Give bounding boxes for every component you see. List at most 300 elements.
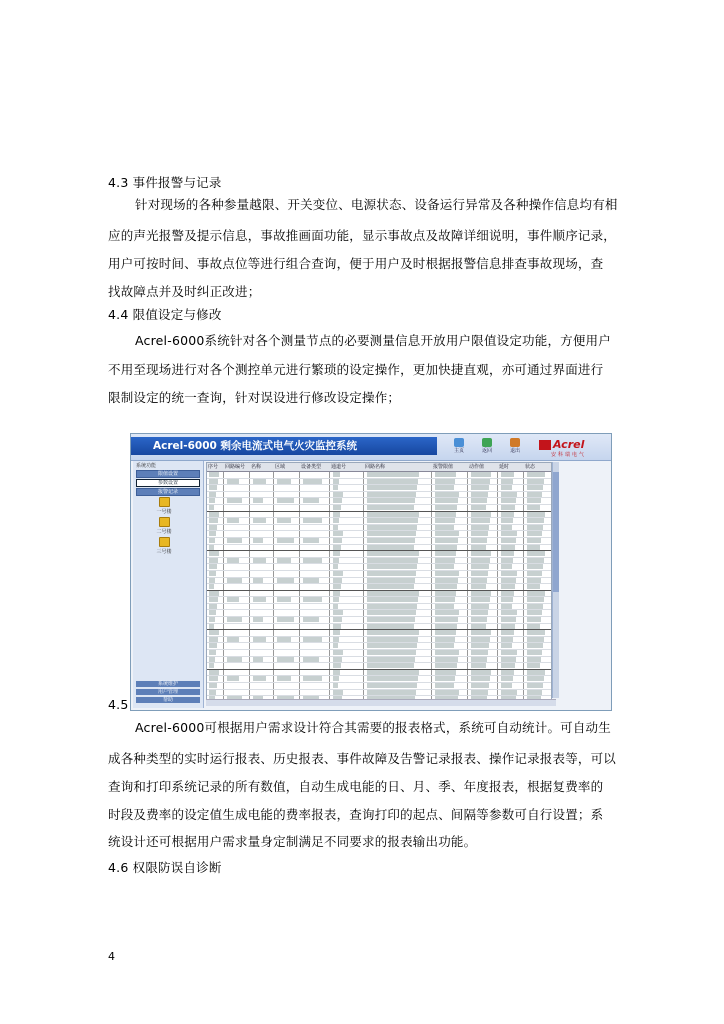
- table-cell: [435, 683, 454, 688]
- table-cell: [253, 538, 263, 543]
- table-cell: [471, 617, 487, 622]
- table-row: [207, 531, 551, 538]
- table-cell: [209, 591, 219, 596]
- table-cell: [471, 558, 490, 563]
- table-cell: [333, 505, 341, 510]
- table-cell: [367, 564, 417, 569]
- table-row: [207, 617, 551, 624]
- page-number: 4: [108, 950, 115, 963]
- table-cell: [435, 578, 458, 583]
- table-cell: [367, 479, 418, 484]
- table-cell: [435, 591, 456, 596]
- table-cell: [501, 637, 513, 642]
- table-cell: [333, 637, 339, 642]
- table-cell: [209, 597, 218, 602]
- table-cell: [501, 545, 515, 550]
- table-cell: [209, 670, 219, 675]
- back-button[interactable]: 返回: [475, 437, 499, 457]
- table-cell: [435, 643, 454, 648]
- table-cell: [209, 479, 218, 484]
- paragraph-line: Acrel-6000可根据用户需求设计符合其需要的报表格式，系统可自动统计。可自动生: [135, 720, 611, 735]
- table-cell: [501, 683, 512, 688]
- table-cell: [527, 597, 544, 602]
- table-cell: [501, 558, 513, 563]
- table-cell: [253, 578, 263, 583]
- table-cell: [527, 485, 543, 490]
- table-cell: [333, 538, 342, 543]
- table-cell: [501, 485, 512, 490]
- table-cell: [209, 578, 215, 583]
- table-cell: [209, 538, 215, 543]
- table-cell: [527, 538, 541, 543]
- sidebar-bottom-item[interactable]: 帮助: [136, 697, 200, 703]
- table-cell: [209, 663, 214, 668]
- table-cell: [333, 610, 343, 615]
- table-cell: [471, 498, 487, 503]
- table-cell: [209, 558, 218, 563]
- table-cell: [333, 676, 339, 681]
- table-cell: [527, 525, 543, 530]
- home-icon: [454, 438, 464, 447]
- table-cell: [501, 610, 517, 615]
- table-cell: [209, 531, 216, 536]
- table-cell: [501, 663, 515, 668]
- table-cell: [227, 657, 242, 662]
- table-cell: [277, 676, 291, 681]
- paragraph-line: 限制设定的统一查询，针对误设进行修改设定操作；: [108, 390, 401, 405]
- table-cell: [435, 584, 457, 589]
- table-cell: [303, 578, 319, 583]
- table-cell: [435, 538, 458, 543]
- table-row: [207, 472, 551, 479]
- table-cell: [501, 538, 516, 543]
- column-header: 回路名称: [365, 464, 386, 470]
- table-cell: [209, 683, 217, 688]
- table-cell: [435, 525, 454, 530]
- table-cell: [471, 584, 486, 589]
- table-cell: [333, 545, 341, 550]
- table-cell: [501, 624, 515, 629]
- table-cell: [333, 624, 341, 629]
- vertical-scrollbar[interactable]: [552, 462, 559, 698]
- table-row: [207, 538, 551, 545]
- table-cell: [435, 670, 456, 675]
- table-cell: [253, 498, 263, 503]
- table-cell: [209, 650, 216, 655]
- table-cell: [367, 597, 418, 602]
- table-row: [207, 643, 551, 650]
- section-4-5-heading: 4.5: [108, 697, 129, 712]
- table-cell: [227, 637, 239, 642]
- sidebar-item-alarm[interactable]: 报警记录: [136, 488, 200, 496]
- table-cell: [501, 512, 514, 517]
- table-cell: [227, 578, 242, 583]
- table-cell: [227, 538, 242, 543]
- table-cell: [527, 545, 540, 550]
- table-cell: [209, 525, 217, 530]
- table-cell: [527, 498, 541, 503]
- table-cell: [435, 492, 459, 497]
- table-cell: [209, 498, 215, 503]
- table-cell: [303, 558, 322, 563]
- table-cell: [501, 690, 517, 695]
- table-cell: [333, 630, 340, 635]
- table-cell: [333, 485, 338, 490]
- acrel-logo: [539, 439, 607, 457]
- folder-item[interactable]: 二号楼: [151, 517, 177, 535]
- table-cell: [333, 564, 338, 569]
- table-cell: [367, 578, 415, 583]
- table-cell: [333, 657, 342, 662]
- table-cell: [471, 479, 490, 484]
- table-cell: [501, 525, 512, 530]
- table-cell: [367, 604, 417, 609]
- table-cell: [501, 578, 516, 583]
- table-cell: [471, 531, 488, 536]
- table-row: [207, 578, 551, 585]
- table-cell: [435, 610, 459, 615]
- table-cell: [527, 650, 542, 655]
- table-cell: [333, 663, 341, 668]
- table-cell: [471, 630, 491, 635]
- table-cell: [471, 624, 486, 629]
- table-cell: [333, 604, 338, 609]
- table-cell: [435, 505, 457, 510]
- table-cell: [501, 597, 513, 602]
- table-cell: [333, 518, 339, 523]
- table-cell: [435, 558, 455, 563]
- table-cell: [471, 591, 491, 596]
- table-cell: [435, 564, 454, 569]
- table-cell: [527, 624, 540, 629]
- table-cell: [501, 657, 516, 662]
- column-header: 序号: [208, 464, 219, 470]
- table-cell: [209, 637, 218, 642]
- folder-icon: [159, 517, 170, 527]
- table-cell: [333, 591, 340, 596]
- app-header: [131, 434, 611, 461]
- table-cell: [471, 683, 489, 688]
- table-cell: [501, 670, 514, 675]
- sidebar-bottom-item[interactable]: 系统维护: [136, 681, 200, 687]
- app-title: Acrel-6000 剩余电流式电气火灾监控系统: [131, 437, 437, 455]
- table-cell: [333, 525, 338, 530]
- table-cell: [527, 676, 544, 681]
- table-cell: [303, 518, 322, 523]
- table-cell: [333, 558, 339, 563]
- table-row: [207, 512, 551, 519]
- table-cell: [471, 637, 490, 642]
- table-cell: [435, 630, 456, 635]
- table-cell: [303, 637, 322, 642]
- table-cell: [209, 630, 219, 635]
- table-cell: [435, 512, 456, 517]
- scrollbar-thumb[interactable]: [553, 472, 559, 592]
- table-cell: [527, 584, 540, 589]
- table-cell: [471, 643, 489, 648]
- table-cell: [303, 676, 322, 681]
- table-cell: [471, 538, 487, 543]
- table-cell: [527, 643, 543, 648]
- table-cell: [209, 624, 214, 629]
- table-cell: [501, 591, 514, 596]
- table-cell: [209, 505, 214, 510]
- brand-subtitle: 安科瑞电气: [551, 452, 587, 458]
- table-cell: [253, 676, 266, 681]
- exit-icon: [510, 438, 520, 447]
- table-cell: [471, 578, 487, 583]
- paragraph-line: 不用至现场进行对各个测控单元进行繁琐的设定操作，更加快捷直观，亦可通过界面进行: [108, 362, 604, 377]
- table-cell: [471, 610, 488, 615]
- table-cell: [471, 650, 488, 655]
- table-cell: [501, 604, 512, 609]
- table-cell: [333, 479, 339, 484]
- table-cell: [209, 676, 218, 681]
- table-cell: [277, 617, 294, 622]
- table-cell: [367, 643, 417, 648]
- table-cell: [333, 578, 342, 583]
- paragraph-line: 查询和打印系统记录的所有数值，自动生成电能的日、月、季、年度报表，根据复费率的: [108, 779, 604, 794]
- table-cell: [333, 551, 340, 556]
- table-cell: [253, 617, 263, 622]
- table-cell: [253, 479, 266, 484]
- column-header: 状态: [525, 464, 536, 470]
- table-cell: [367, 670, 419, 675]
- home-button[interactable]: 主页: [447, 437, 471, 457]
- table-cell: [435, 571, 459, 576]
- folder-icon: [159, 497, 170, 507]
- table-cell: [227, 676, 239, 681]
- table-cell: [367, 610, 416, 615]
- table-cell: [333, 597, 339, 602]
- table-cell: [527, 591, 545, 596]
- table-cell: [227, 597, 239, 602]
- table-cell: [209, 472, 219, 477]
- table-cell: [333, 571, 343, 576]
- table-cell: [471, 676, 490, 681]
- table-cell: [303, 538, 319, 543]
- table-cell: [209, 584, 214, 589]
- table-row: [207, 558, 551, 565]
- table-cell: [471, 485, 489, 490]
- table-cell: [501, 584, 515, 589]
- sidebar: [133, 461, 204, 708]
- paragraph-line: 找故障点并及时纠正改进；: [108, 284, 261, 299]
- folder-item[interactable]: 一号楼: [151, 497, 177, 515]
- table-cell: [333, 690, 343, 695]
- table-cell: [527, 663, 540, 668]
- table-cell: [209, 545, 214, 550]
- table-cell: [471, 551, 491, 556]
- table-cell: [435, 479, 455, 484]
- table-cell: [227, 558, 239, 563]
- table-cell: [501, 571, 517, 576]
- table-cell: [527, 683, 543, 688]
- table-row: [207, 525, 551, 532]
- table-cell: [471, 525, 489, 530]
- logo-mark-icon: [539, 440, 551, 450]
- table-cell: [501, 492, 517, 497]
- table-cell: [227, 617, 242, 622]
- table-cell: [209, 617, 215, 622]
- table-cell: [227, 479, 239, 484]
- table-cell: [471, 690, 488, 695]
- table-cell: [333, 492, 343, 497]
- table-cell: [367, 657, 415, 662]
- table-cell: [367, 617, 415, 622]
- table-cell: [435, 637, 455, 642]
- table-cell: [333, 531, 343, 536]
- table-cell: [209, 571, 216, 576]
- table-cell: [471, 657, 487, 662]
- section-4-4-heading: 4.4 限值设定与修改: [108, 307, 222, 322]
- table-cell: [209, 485, 217, 490]
- table-cell: [435, 498, 458, 503]
- section-4-3-heading: 4.3 事件报警与记录: [108, 175, 222, 190]
- table-cell: [303, 617, 319, 622]
- table-cell: [253, 518, 266, 523]
- table-row: [207, 657, 551, 664]
- table-cell: [253, 657, 263, 662]
- table-cell: [227, 518, 239, 523]
- table-cell: [501, 505, 515, 510]
- table-row: [207, 551, 551, 558]
- table-cell: [501, 531, 517, 536]
- table-cell: [253, 558, 266, 563]
- table-cell: [435, 617, 458, 622]
- table-cell: [527, 578, 541, 583]
- table-row: [207, 610, 551, 617]
- table-row: [207, 670, 551, 677]
- table-cell: [435, 657, 458, 662]
- table-cell: [471, 663, 486, 668]
- table-cell: [435, 624, 457, 629]
- column-header: 区域: [275, 464, 286, 470]
- table-cell: [333, 617, 342, 622]
- table-cell: [471, 472, 491, 477]
- sidebar-header: 系统功能: [136, 463, 157, 469]
- table-row: [207, 518, 551, 525]
- folder-item[interactable]: 三号楼: [151, 537, 177, 555]
- table-row: [207, 604, 551, 611]
- table-cell: [277, 498, 294, 503]
- column-header: 动作值: [469, 464, 485, 470]
- table-cell: [471, 604, 489, 609]
- paragraph-line: Acrel-6000系统针对各个测量节点的必要测量信息开放用户限值设定功能，方便用户: [135, 333, 611, 348]
- table-cell: [209, 690, 216, 695]
- table-cell: [527, 564, 543, 569]
- table-cell: [277, 578, 294, 583]
- paragraph-line: 针对现场的各种参量越限、开关变位、电源状态、设备运行异常及各种操作信息均有相: [135, 197, 618, 212]
- table-cell: [333, 472, 340, 477]
- table-cell: [367, 637, 418, 642]
- table-cell: [527, 657, 541, 662]
- table-cell: [471, 564, 489, 569]
- table-cell: [367, 512, 419, 517]
- table-cell: [501, 518, 513, 523]
- table-cell: [471, 512, 491, 517]
- table-cell: [333, 584, 341, 589]
- table-cell: [435, 472, 456, 477]
- table-row: [207, 591, 551, 598]
- table-cell: [367, 485, 417, 490]
- table-cell: [435, 545, 457, 550]
- table-cell: [333, 643, 338, 648]
- table-cell: [435, 597, 455, 602]
- table-cell: [501, 551, 514, 556]
- sidebar-bottom-item[interactable]: 用户管理: [136, 689, 200, 695]
- table-cell: [527, 558, 544, 563]
- table-cell: [527, 479, 544, 484]
- table-row: [207, 564, 551, 571]
- table-cell: [527, 604, 543, 609]
- table-cell: [303, 657, 319, 662]
- table-cell: [501, 617, 516, 622]
- table-row: [207, 479, 551, 486]
- table-cell: [527, 690, 542, 695]
- table-cell: [277, 518, 291, 523]
- paragraph-line: 应的声光报警及提示信息，事故推画面功能，显示事故点及故障详细说明，事件顺序记录，: [108, 228, 617, 243]
- table-cell: [367, 630, 419, 635]
- table-cell: [501, 472, 514, 477]
- table-cell: [435, 676, 455, 681]
- table-cell: [471, 597, 490, 602]
- table-cell: [527, 518, 544, 523]
- table-cell: [527, 492, 542, 497]
- table-row: [207, 505, 551, 512]
- table-cell: [209, 564, 217, 569]
- table-cell: [367, 690, 416, 695]
- table-cell: [333, 498, 342, 503]
- table-row: [207, 545, 551, 552]
- brand-name: Acrel: [553, 438, 585, 451]
- table-cell: [303, 597, 322, 602]
- column-header: 名称: [251, 464, 262, 470]
- table-cell: [303, 479, 322, 484]
- table-cell: [277, 657, 294, 662]
- table-row: [207, 683, 551, 690]
- table-cell: [501, 498, 516, 503]
- table-cell: [367, 492, 416, 497]
- table-cell: [367, 551, 419, 556]
- column-header: 报警限值: [433, 464, 454, 470]
- table-cell: [435, 604, 454, 609]
- table-cell: [209, 551, 219, 556]
- table-cell: [501, 676, 513, 681]
- table-cell: [527, 531, 542, 536]
- table-cell: [471, 505, 486, 510]
- table-cell: [527, 670, 545, 675]
- column-header: 设备类型: [301, 464, 322, 470]
- table-cell: [367, 545, 414, 550]
- exit-button[interactable]: 退出: [503, 437, 527, 457]
- table-cell: [471, 571, 488, 576]
- table-cell: [367, 584, 414, 589]
- table-row: [207, 676, 551, 683]
- sidebar-item-limit[interactable]: 限值设置: [136, 470, 200, 478]
- table-cell: [367, 650, 416, 655]
- table-header: [207, 463, 551, 472]
- table-cell: [527, 512, 545, 517]
- sidebar-item-params[interactable]: 参数设置: [136, 479, 200, 487]
- table-cell: [277, 479, 291, 484]
- table-row: [207, 637, 551, 644]
- table-cell: [435, 518, 455, 523]
- table-cell: [227, 498, 242, 503]
- table-cell: [209, 512, 219, 517]
- table-cell: [209, 604, 217, 609]
- table-cell: [527, 630, 545, 635]
